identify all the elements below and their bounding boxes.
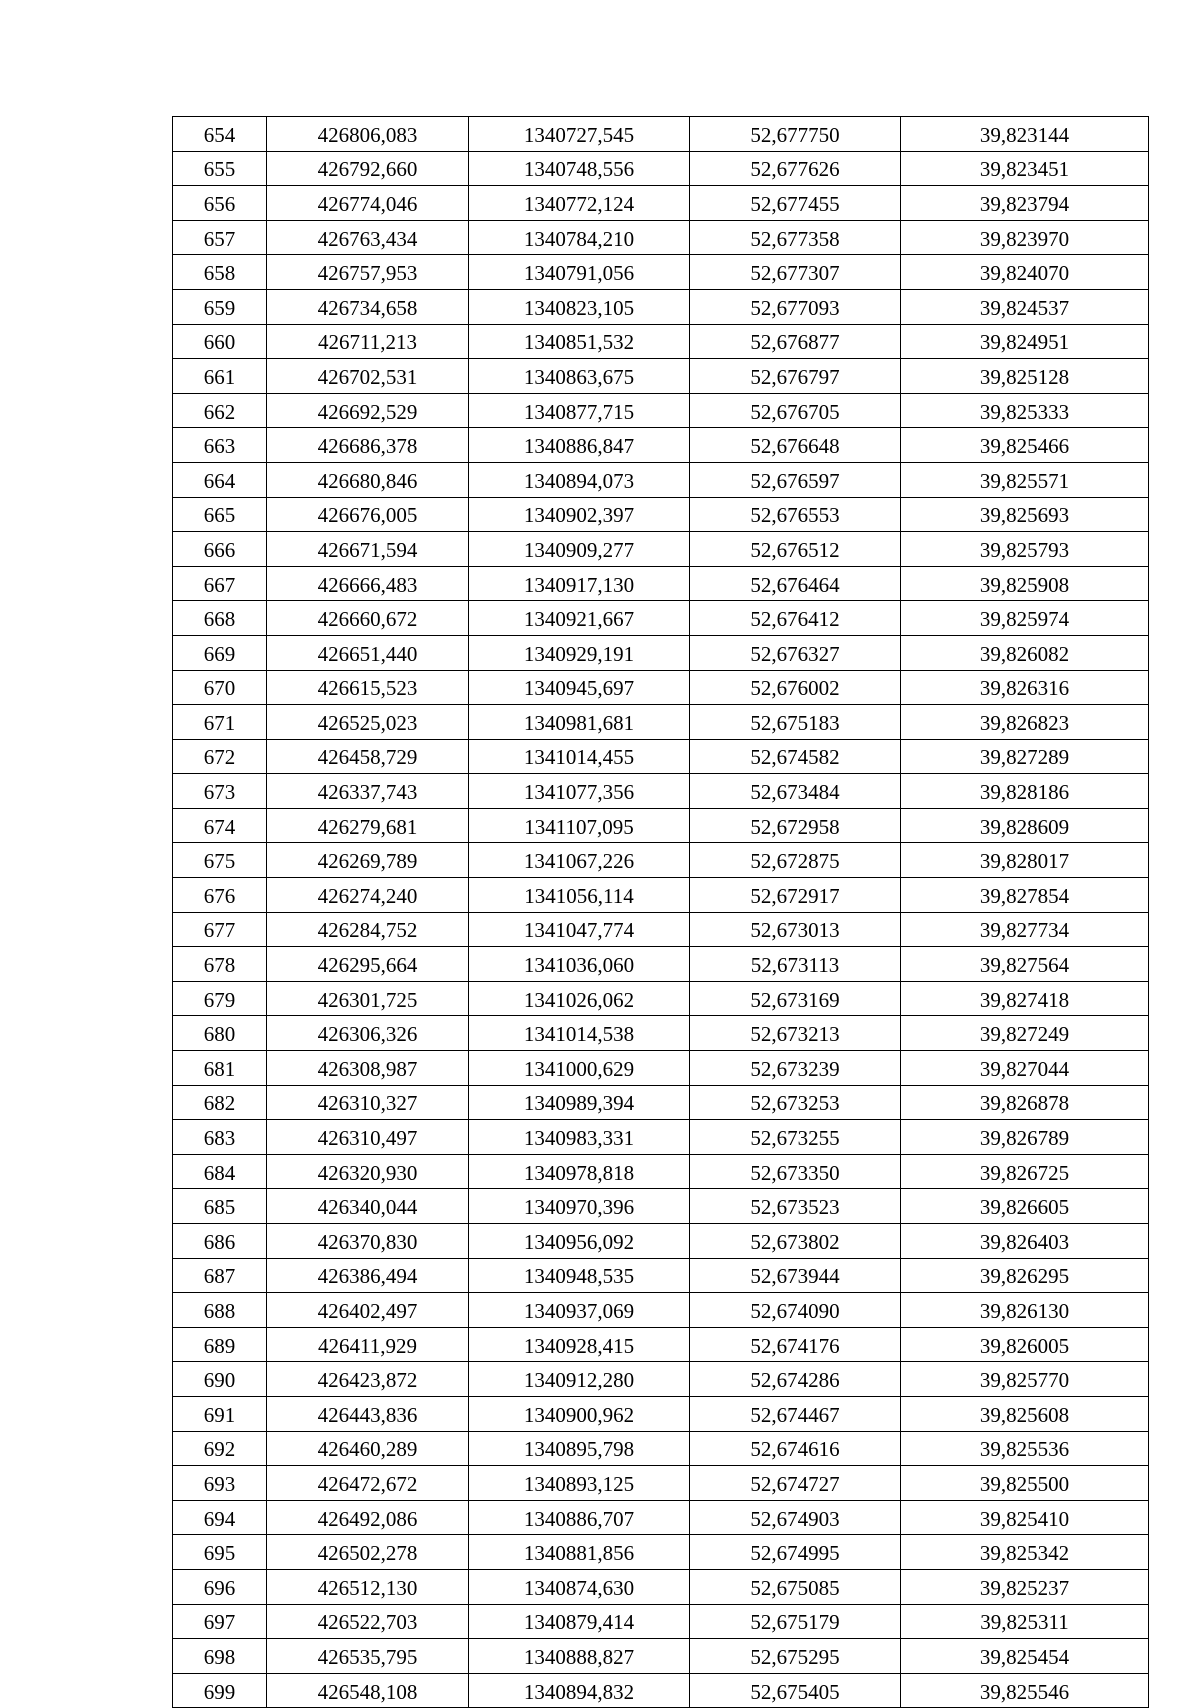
x-coordinate-cell: 426757,953 [267,255,469,290]
latitude-cell: 52,677455 [690,186,901,221]
longitude-cell: 39,827418 [901,981,1149,1016]
table-row [173,1431,1149,1466]
x-coordinate-cell: 426525,023 [267,705,469,740]
latitude-cell: 52,673255 [690,1120,901,1155]
point-number-cell: 678 [173,947,267,982]
latitude-cell: 52,673484 [690,774,901,809]
latitude-cell: 52,676002 [690,670,901,705]
point-number-cell: 657 [173,220,267,255]
y-coordinate-cell: 1340874,630 [469,1569,690,1604]
longitude-cell: 39,823970 [901,220,1149,255]
table-row [173,1500,1149,1535]
x-coordinate-cell: 426460,289 [267,1431,469,1466]
longitude-cell: 39,823451 [901,151,1149,186]
x-coordinate-cell: 426692,529 [267,393,469,428]
point-number-cell: 686 [173,1224,267,1259]
y-coordinate-cell: 1341077,356 [469,774,690,809]
table-row [173,912,1149,947]
longitude-cell: 39,825311 [901,1604,1149,1639]
y-coordinate-cell: 1340921,667 [469,601,690,636]
table-row [173,1362,1149,1397]
y-coordinate-cell: 1341056,114 [469,878,690,913]
latitude-cell: 52,674467 [690,1396,901,1431]
y-coordinate-cell: 1340978,818 [469,1154,690,1189]
table-row [173,774,1149,809]
longitude-cell: 39,825466 [901,428,1149,463]
y-coordinate-cell: 1340945,697 [469,670,690,705]
point-number-cell: 668 [173,601,267,636]
latitude-cell: 52,673213 [690,1016,901,1051]
y-coordinate-cell: 1340970,396 [469,1189,690,1224]
x-coordinate-cell: 426512,130 [267,1569,469,1604]
point-number-cell: 698 [173,1639,267,1674]
table-row [173,739,1149,774]
x-coordinate-cell: 426806,083 [267,117,469,152]
point-number-cell: 661 [173,359,267,394]
latitude-cell: 52,672875 [690,843,901,878]
latitude-cell: 52,676327 [690,635,901,670]
point-number-cell: 672 [173,739,267,774]
longitude-cell: 39,827044 [901,1051,1149,1086]
longitude-cell: 39,825974 [901,601,1149,636]
point-number-cell: 669 [173,635,267,670]
latitude-cell: 52,675085 [690,1569,901,1604]
longitude-cell: 39,824951 [901,324,1149,359]
table-row [173,255,1149,290]
table-row [173,324,1149,359]
longitude-cell: 39,823794 [901,186,1149,221]
latitude-cell: 52,676648 [690,428,901,463]
latitude-cell: 52,677358 [690,220,901,255]
point-number-cell: 674 [173,808,267,843]
y-coordinate-cell: 1341014,538 [469,1016,690,1051]
y-coordinate-cell: 1341000,629 [469,1051,690,1086]
point-number-cell: 690 [173,1362,267,1397]
x-coordinate-cell: 426535,795 [267,1639,469,1674]
point-number-cell: 663 [173,428,267,463]
point-number-cell: 655 [173,151,267,186]
y-coordinate-cell: 1340791,056 [469,255,690,290]
y-coordinate-cell: 1340879,414 [469,1604,690,1639]
coordinates-table-body [173,117,1149,1708]
point-number-cell: 665 [173,497,267,532]
longitude-cell: 39,824537 [901,289,1149,324]
y-coordinate-cell: 1340928,415 [469,1327,690,1362]
x-coordinate-cell: 426651,440 [267,635,469,670]
latitude-cell: 52,674616 [690,1431,901,1466]
latitude-cell: 52,676597 [690,462,901,497]
table-row [173,1293,1149,1328]
table-row [173,566,1149,601]
table-row [173,359,1149,394]
y-coordinate-cell: 1340863,675 [469,359,690,394]
y-coordinate-cell: 1340772,124 [469,186,690,221]
longitude-cell: 39,828186 [901,774,1149,809]
latitude-cell: 52,674727 [690,1466,901,1501]
latitude-cell: 52,674903 [690,1500,901,1535]
y-coordinate-cell: 1340894,832 [469,1673,690,1708]
point-number-cell: 684 [173,1154,267,1189]
table-row [173,670,1149,705]
latitude-cell: 52,673169 [690,981,901,1016]
longitude-cell: 39,825793 [901,532,1149,567]
longitude-cell: 39,825536 [901,1431,1149,1466]
y-coordinate-cell: 1341026,062 [469,981,690,1016]
y-coordinate-cell: 1341047,774 [469,912,690,947]
longitude-cell: 39,825454 [901,1639,1149,1674]
y-coordinate-cell: 1341036,060 [469,947,690,982]
table-row [173,878,1149,913]
table-row [173,947,1149,982]
x-coordinate-cell: 426386,494 [267,1258,469,1293]
point-number-cell: 688 [173,1293,267,1328]
y-coordinate-cell: 1340902,397 [469,497,690,532]
longitude-cell: 39,825770 [901,1362,1149,1397]
latitude-cell: 52,673350 [690,1154,901,1189]
point-number-cell: 676 [173,878,267,913]
point-number-cell: 691 [173,1396,267,1431]
point-number-cell: 662 [173,393,267,428]
table-row [173,1258,1149,1293]
point-number-cell: 658 [173,255,267,290]
y-coordinate-cell: 1340784,210 [469,220,690,255]
point-number-cell: 694 [173,1500,267,1535]
x-coordinate-cell: 426702,531 [267,359,469,394]
y-coordinate-cell: 1340748,556 [469,151,690,186]
table-row [173,1604,1149,1639]
x-coordinate-cell: 426492,086 [267,1500,469,1535]
latitude-cell: 52,676877 [690,324,901,359]
table-row [173,635,1149,670]
longitude-cell: 39,824070 [901,255,1149,290]
y-coordinate-cell: 1341067,226 [469,843,690,878]
x-coordinate-cell: 426680,846 [267,462,469,497]
y-coordinate-cell: 1340881,856 [469,1535,690,1570]
longitude-cell: 39,826823 [901,705,1149,740]
longitude-cell: 39,826725 [901,1154,1149,1189]
longitude-cell: 39,825410 [901,1500,1149,1535]
table-row [173,981,1149,1016]
point-number-cell: 673 [173,774,267,809]
longitude-cell: 39,825333 [901,393,1149,428]
x-coordinate-cell: 426306,326 [267,1016,469,1051]
y-coordinate-cell: 1340900,962 [469,1396,690,1431]
point-number-cell: 683 [173,1120,267,1155]
x-coordinate-cell: 426443,836 [267,1396,469,1431]
table-row [173,393,1149,428]
y-coordinate-cell: 1340886,707 [469,1500,690,1535]
y-coordinate-cell: 1340895,798 [469,1431,690,1466]
point-number-cell: 685 [173,1189,267,1224]
latitude-cell: 52,676412 [690,601,901,636]
y-coordinate-cell: 1340917,130 [469,566,690,601]
table-row [173,117,1149,152]
point-number-cell: 670 [173,670,267,705]
coordinates-table [172,116,1149,1708]
latitude-cell: 52,677093 [690,289,901,324]
table-row [173,1639,1149,1674]
latitude-cell: 52,676512 [690,532,901,567]
x-coordinate-cell: 426310,497 [267,1120,469,1155]
longitude-cell: 39,826403 [901,1224,1149,1259]
x-coordinate-cell: 426792,660 [267,151,469,186]
x-coordinate-cell: 426284,752 [267,912,469,947]
latitude-cell: 52,676464 [690,566,901,601]
point-number-cell: 666 [173,532,267,567]
latitude-cell: 52,676553 [690,497,901,532]
latitude-cell: 52,673802 [690,1224,901,1259]
y-coordinate-cell: 1340909,277 [469,532,690,567]
y-coordinate-cell: 1340989,394 [469,1085,690,1120]
longitude-cell: 39,825128 [901,359,1149,394]
longitude-cell: 39,826605 [901,1189,1149,1224]
latitude-cell: 52,674995 [690,1535,901,1570]
longitude-cell: 39,826130 [901,1293,1149,1328]
x-coordinate-cell: 426522,703 [267,1604,469,1639]
point-number-cell: 667 [173,566,267,601]
longitude-cell: 39,828017 [901,843,1149,878]
table-row [173,1051,1149,1086]
point-number-cell: 697 [173,1604,267,1639]
point-number-cell: 696 [173,1569,267,1604]
point-number-cell: 660 [173,324,267,359]
point-number-cell: 671 [173,705,267,740]
table-row [173,1673,1149,1708]
longitude-cell: 39,826316 [901,670,1149,705]
table-row [173,843,1149,878]
point-number-cell: 689 [173,1327,267,1362]
point-number-cell: 681 [173,1051,267,1086]
table-row [173,1016,1149,1051]
x-coordinate-cell: 426666,483 [267,566,469,601]
x-coordinate-cell: 426660,672 [267,601,469,636]
x-coordinate-cell: 426615,523 [267,670,469,705]
point-number-cell: 654 [173,117,267,152]
latitude-cell: 52,673523 [690,1189,901,1224]
x-coordinate-cell: 426310,327 [267,1085,469,1120]
table-row [173,220,1149,255]
latitude-cell: 52,675183 [690,705,901,740]
y-coordinate-cell: 1341107,095 [469,808,690,843]
latitude-cell: 52,672917 [690,878,901,913]
x-coordinate-cell: 426671,594 [267,532,469,567]
longitude-cell: 39,826789 [901,1120,1149,1155]
longitude-cell: 39,827564 [901,947,1149,982]
x-coordinate-cell: 426711,213 [267,324,469,359]
point-number-cell: 682 [173,1085,267,1120]
table-row [173,1327,1149,1362]
y-coordinate-cell: 1340823,105 [469,289,690,324]
x-coordinate-cell: 426279,681 [267,808,469,843]
latitude-cell: 52,673013 [690,912,901,947]
x-coordinate-cell: 426274,240 [267,878,469,913]
table-row [173,1085,1149,1120]
latitude-cell: 52,674090 [690,1293,901,1328]
longitude-cell: 39,828609 [901,808,1149,843]
point-number-cell: 659 [173,289,267,324]
longitude-cell: 39,825608 [901,1396,1149,1431]
longitude-cell: 39,825908 [901,566,1149,601]
point-number-cell: 656 [173,186,267,221]
x-coordinate-cell: 426402,497 [267,1293,469,1328]
x-coordinate-cell: 426269,789 [267,843,469,878]
x-coordinate-cell: 426320,930 [267,1154,469,1189]
y-coordinate-cell: 1340886,847 [469,428,690,463]
longitude-cell: 39,827854 [901,878,1149,913]
point-number-cell: 699 [173,1673,267,1708]
x-coordinate-cell: 426763,434 [267,220,469,255]
x-coordinate-cell: 426734,658 [267,289,469,324]
point-number-cell: 675 [173,843,267,878]
y-coordinate-cell: 1340956,092 [469,1224,690,1259]
longitude-cell: 39,827289 [901,739,1149,774]
latitude-cell: 52,677307 [690,255,901,290]
longitude-cell: 39,823144 [901,117,1149,152]
x-coordinate-cell: 426340,044 [267,1189,469,1224]
point-number-cell: 664 [173,462,267,497]
longitude-cell: 39,826295 [901,1258,1149,1293]
latitude-cell: 52,673253 [690,1085,901,1120]
latitude-cell: 52,674176 [690,1327,901,1362]
latitude-cell: 52,672958 [690,808,901,843]
table-row [173,186,1149,221]
y-coordinate-cell: 1341014,455 [469,739,690,774]
table-row [173,808,1149,843]
x-coordinate-cell: 426337,743 [267,774,469,809]
point-number-cell: 679 [173,981,267,1016]
y-coordinate-cell: 1340912,280 [469,1362,690,1397]
latitude-cell: 52,674286 [690,1362,901,1397]
latitude-cell: 52,673239 [690,1051,901,1086]
longitude-cell: 39,825500 [901,1466,1149,1501]
longitude-cell: 39,825546 [901,1673,1149,1708]
x-coordinate-cell: 426472,672 [267,1466,469,1501]
table-row [173,289,1149,324]
table-row [173,532,1149,567]
x-coordinate-cell: 426423,872 [267,1362,469,1397]
y-coordinate-cell: 1340851,532 [469,324,690,359]
table-row [173,1396,1149,1431]
x-coordinate-cell: 426502,278 [267,1535,469,1570]
longitude-cell: 39,825342 [901,1535,1149,1570]
x-coordinate-cell: 426411,929 [267,1327,469,1362]
latitude-cell: 52,675405 [690,1673,901,1708]
longitude-cell: 39,825237 [901,1569,1149,1604]
table-row [173,151,1149,186]
x-coordinate-cell: 426548,108 [267,1673,469,1708]
x-coordinate-cell: 426295,664 [267,947,469,982]
longitude-cell: 39,826878 [901,1085,1149,1120]
table-row [173,462,1149,497]
latitude-cell: 52,673113 [690,947,901,982]
y-coordinate-cell: 1340981,681 [469,705,690,740]
table-row [173,601,1149,636]
point-number-cell: 693 [173,1466,267,1501]
point-number-cell: 695 [173,1535,267,1570]
latitude-cell: 52,675179 [690,1604,901,1639]
latitude-cell: 52,676797 [690,359,901,394]
table-row [173,1224,1149,1259]
x-coordinate-cell: 426458,729 [267,739,469,774]
table-row [173,1189,1149,1224]
table-row [173,497,1149,532]
y-coordinate-cell: 1340948,535 [469,1258,690,1293]
table-row [173,1154,1149,1189]
point-number-cell: 680 [173,1016,267,1051]
table-row [173,1535,1149,1570]
point-number-cell: 692 [173,1431,267,1466]
table-row [173,1569,1149,1604]
x-coordinate-cell: 426308,987 [267,1051,469,1086]
y-coordinate-cell: 1340929,191 [469,635,690,670]
latitude-cell: 52,674582 [690,739,901,774]
x-coordinate-cell: 426686,378 [267,428,469,463]
table-row [173,1120,1149,1155]
y-coordinate-cell: 1340888,827 [469,1639,690,1674]
y-coordinate-cell: 1340893,125 [469,1466,690,1501]
latitude-cell: 52,677626 [690,151,901,186]
y-coordinate-cell: 1340894,073 [469,462,690,497]
y-coordinate-cell: 1340983,331 [469,1120,690,1155]
longitude-cell: 39,827734 [901,912,1149,947]
longitude-cell: 39,826005 [901,1327,1149,1362]
x-coordinate-cell: 426301,725 [267,981,469,1016]
y-coordinate-cell: 1340877,715 [469,393,690,428]
point-number-cell: 677 [173,912,267,947]
table-row [173,1466,1149,1501]
y-coordinate-cell: 1340727,545 [469,117,690,152]
longitude-cell: 39,827249 [901,1016,1149,1051]
y-coordinate-cell: 1340937,069 [469,1293,690,1328]
x-coordinate-cell: 426370,830 [267,1224,469,1259]
latitude-cell: 52,675295 [690,1639,901,1674]
longitude-cell: 39,825571 [901,462,1149,497]
longitude-cell: 39,826082 [901,635,1149,670]
table-row [173,705,1149,740]
latitude-cell: 52,673944 [690,1258,901,1293]
x-coordinate-cell: 426774,046 [267,186,469,221]
latitude-cell: 52,676705 [690,393,901,428]
latitude-cell: 52,677750 [690,117,901,152]
point-number-cell: 687 [173,1258,267,1293]
longitude-cell: 39,825693 [901,497,1149,532]
table-row [173,428,1149,463]
x-coordinate-cell: 426676,005 [267,497,469,532]
